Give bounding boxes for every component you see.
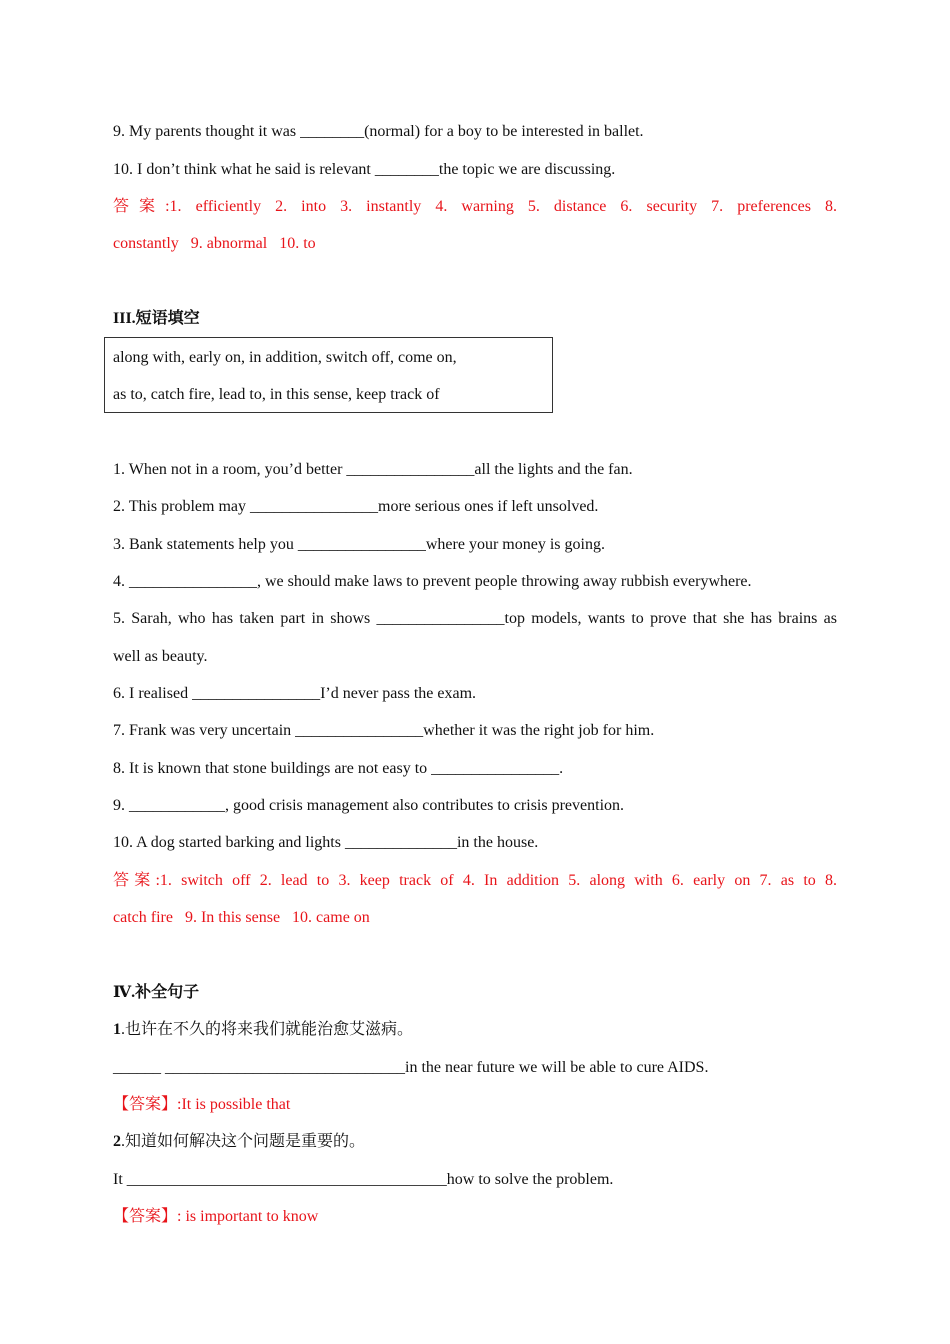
- answer-line: 【答案】: is important to know: [113, 1208, 319, 1225]
- question-4: 4. ________________, we should make laws to prevent people throwing away rubbish everywhere.: [113, 573, 752, 590]
- question-number: 1: [113, 1021, 121, 1038]
- question-7: 7. Frank was very uncertain ________________whether it was the right job for him.: [113, 722, 655, 739]
- question-6: 6. I realised ________________I’d never pass the exam.: [113, 685, 477, 702]
- question-text: .知道如何解决这个问题是重要的。: [121, 1133, 366, 1150]
- question-1-cn: [113, 1020, 837, 1040]
- answer-line: 【答案】:It is possible that: [113, 1096, 291, 1113]
- section-heading: III.短语填空: [113, 310, 200, 327]
- question-2: 2. This problem may ________________more serious ones if left unsolved.: [113, 498, 599, 515]
- question-text: .也许在不久的将来我们就能治愈艾滋病。: [121, 1021, 414, 1038]
- question-2-cn: [113, 1132, 837, 1152]
- question-5-cont: well as beauty.: [113, 648, 208, 665]
- answer-line: 答案:1. switch off 2. lead to 3. keep track of 4. In addition 5. along with 6. early on 7. as to 8.: [113, 872, 837, 889]
- question-3: 3. Bank statements help you ________________where your money is going.: [113, 536, 605, 553]
- phrase-box: [104, 337, 553, 413]
- question-8: 8. It is known that stone buildings are not easy to ________________.: [113, 760, 564, 777]
- question-5: 5. Sarah, who has taken part in shows ________________top models, wants to prove that she has brains as: [113, 610, 837, 627]
- answer-line: catch fire 9. In this sense 10. came on: [113, 909, 370, 926]
- question-2-en: It ________________________________________how to solve the problem.: [113, 1171, 614, 1188]
- section-heading: Ⅳ.补全句子: [113, 984, 200, 1001]
- phrase-list-line: as to, catch fire, lead to, in this sense, keep track of: [113, 386, 440, 403]
- question-1-en: ______ ______________________________in the near future we will be able to cure AIDS.: [113, 1059, 709, 1076]
- answer-line: constantly 9. abnormal 10. to: [113, 235, 316, 252]
- question-9: 9. ____________, good crisis management also contributes to crisis prevention.: [113, 797, 625, 814]
- question-10: 10. A dog started barking and lights ______________in the house.: [113, 834, 539, 851]
- question-10: 10. I don’t think what he said is relevant ________the topic we are discussing.: [113, 161, 616, 178]
- question-1: 1. When not in a room, you’d better ________________all the lights and the fan.: [113, 461, 633, 478]
- answer-line: 答案:1. efficiently 2. into 3. instantly 4. warning 5. distance 6. security 7. preferences 8.: [113, 198, 837, 215]
- phrase-list-line: along with, early on, in addition, switch off, come on,: [113, 349, 457, 366]
- question-number: 2: [113, 1133, 121, 1150]
- question-9: 9. My parents thought it was ________(normal) for a boy to be interested in ballet.: [113, 123, 644, 140]
